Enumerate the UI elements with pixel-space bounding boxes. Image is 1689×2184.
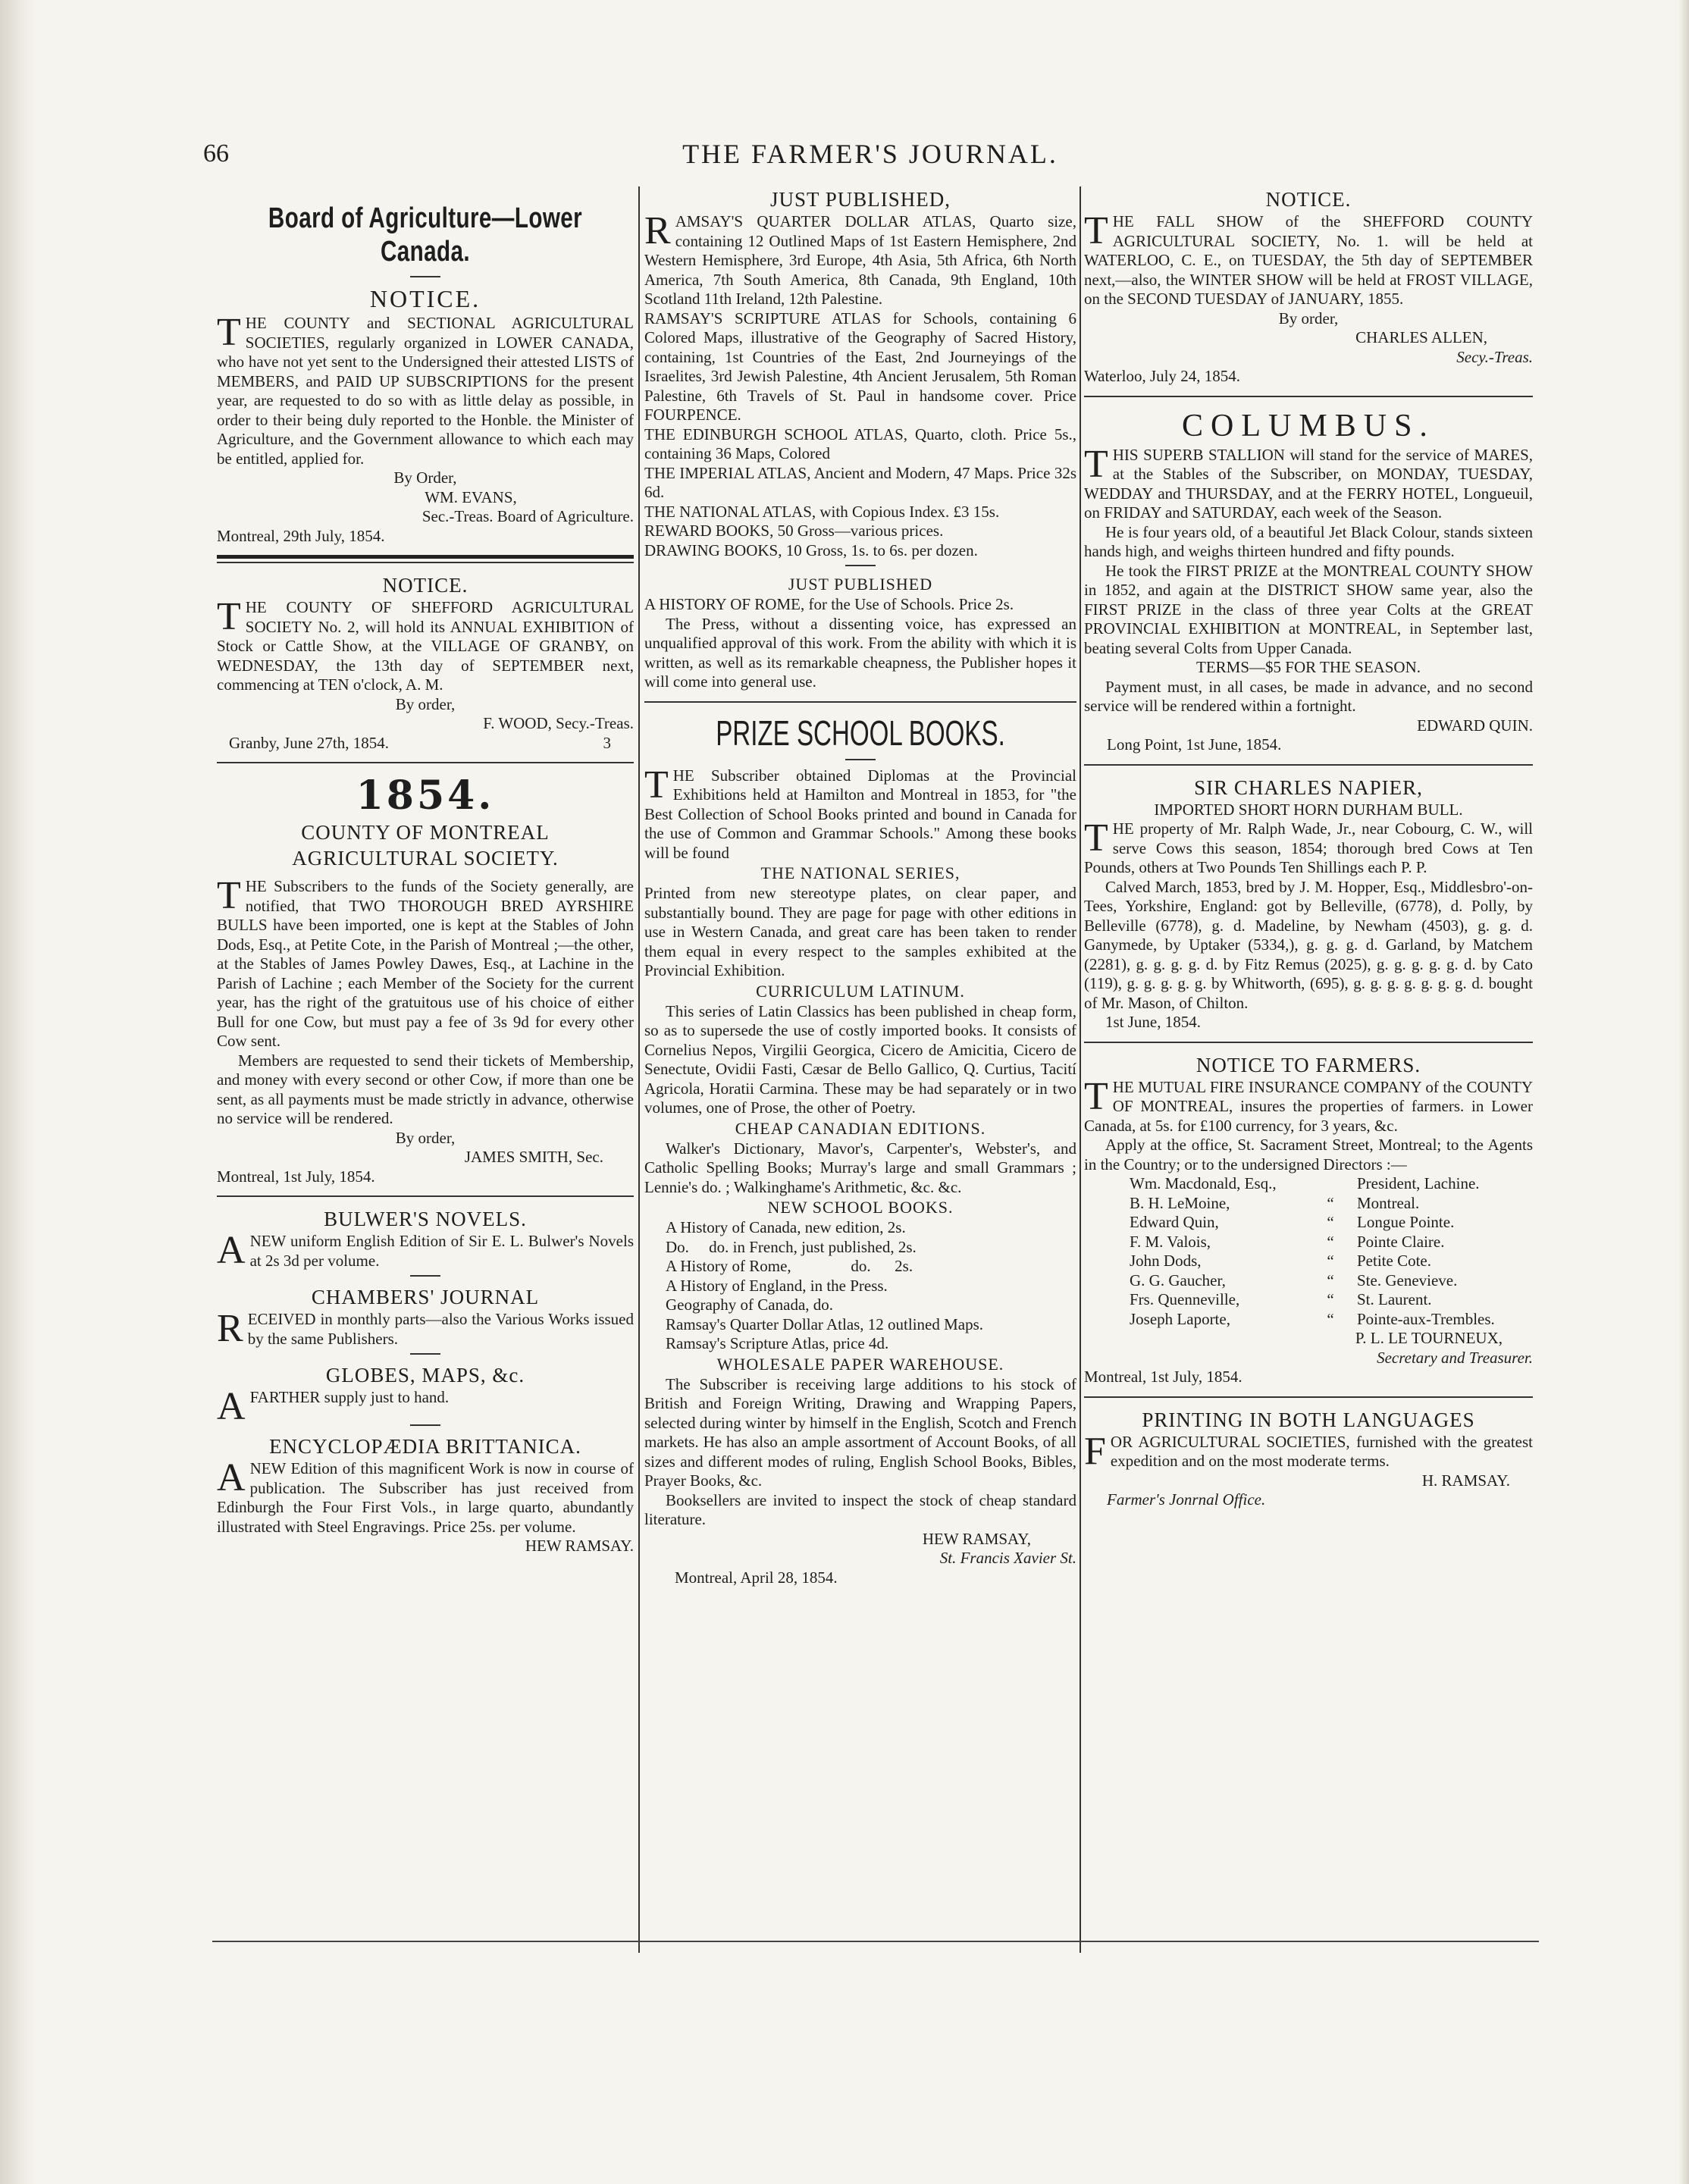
book-item: Ramsay's Scripture Atlas, price 4d. — [666, 1334, 889, 1352]
by-order: By order, — [395, 694, 456, 713]
insertion-count: 3 — [603, 733, 611, 752]
ad-body-2: He is four years old, of a beautiful Jet Black Colour, stands sixteen hands high, and weighs thirteen hundred and fifty pounds. — [1084, 522, 1533, 560]
divider — [845, 565, 876, 566]
ad-heading: PRIZE SCHOOL BOOKS. — [716, 713, 1005, 753]
notice-body: HE Subscribers to the funds of the Society generally, are notified, that TWO THOROUGH BRED AYRSHIRE BULLS have been imported, one is kept at the Stables of John Dods, Esq., at Petite Cote, in the Parish of Montreal ;—the other, at the Stables of James Powley Dawes, Esq., at Lachine in the Parish of Lachine ; each Member of the Society for the current year, has the right of the gratuitous use of his choice of either Bull for one Cow, but must pay a fee of 3s 9d for every other Cow sent. — [217, 877, 634, 1050]
notice-body: HE COUNTY and SECTIONAL AGRICULTURAL SOCIETIES, regularly organized in LOWER CANADA, who have not yet sent to the Undersigned their attested LISTS of MEMBERS, and PAID UP SUBSCRIPTIONS for the present year, are requested to do so with as little delay as possible, in order to their being duly reported to the Honble. the Minister of Agriculture, and the Government allowance to which each may be entitled, applied for. — [217, 314, 634, 468]
ad-body: The Press, without a dissenting voice, has expressed an unqualified approval of this work. From the ability with which it is written, as well as its remarkable cheapness, the Publisher hopes it will come into general use. — [644, 614, 1076, 691]
notice-body-2: Apply at the office, St. Sacrament Street, Montreal; to the Agents in the Country; or to the undersigned Directors :— — [1084, 1136, 1533, 1173]
ditto-mark: “ — [1327, 1252, 1334, 1270]
divider — [1084, 764, 1533, 766]
date: 1st June, 1854. — [1105, 1013, 1201, 1031]
page-number: 66 — [203, 139, 229, 168]
sub-heading: CHEAP CANADIAN EDITIONS. — [735, 1118, 986, 1138]
ad-body: Booksellers are invited to inspect the stock of cheap standard literature. — [644, 1490, 1076, 1528]
drop-cap: R — [217, 1307, 243, 1350]
book-item: A History of Rome, do. 2s. — [666, 1257, 913, 1275]
place-date: Montreal, 1st July, 1854. — [1084, 1368, 1242, 1386]
column-rule — [1080, 186, 1081, 1953]
notice-heading: NOTICE TO FARMERS. — [1195, 1053, 1421, 1076]
pedigree: Calved March, 1853, bred by J. M. Hopper, Esq., Middlesbro'-on-Tees, Yorkshire, England: got by Belleville, (6778), d. Polly, by Belleville (6778), g. d. Madeline, by Newham (4503), g. g. d. Ganymede, by Uptaker (5334,), g. g. g. d. Garland, by Matchem (2281), g. g. g. g. d. by Fitz Remus (2025), g. g. g. g. g. d. by Cato (119), g. g. g. g. g. by Whitworth, (695), g. g. g. g. g. g. g. d. bought of Mr. Mason, of Chilton. — [1084, 877, 1533, 1012]
columbus-ad — [1084, 406, 1533, 755]
drop-cap: A — [217, 1385, 246, 1428]
ad-body: The Subscriber is receiving large additions to his stock of British and Foreign Writing, Drawing and Wrapping Papers, selected during winter by himself in the English, Scotch and French markets. He has also an ample assortment of Account Books, of all sizes and different modes of ruling, English School Books, Bibles, Prayer Books, &c. — [644, 1374, 1076, 1490]
ad-body: NEW Edition of this magnificent Work is now in course of publication. The Subscriber has just received from Edinburgh the Four First Vols., in large quarto, abundantly illustrated with Steel Engravings. Price 25s. per volume. — [217, 1459, 634, 1536]
signer: WM. EVANS, — [425, 487, 517, 506]
divider — [410, 276, 440, 277]
director-row — [1084, 1252, 1533, 1271]
signer: EDWARD QUIN. — [1417, 716, 1533, 735]
director-name: Wm. Macdonald, Esq., — [1130, 1174, 1277, 1192]
book-item: A History of England, in the Press. — [666, 1276, 888, 1295]
director-row — [1084, 1310, 1533, 1330]
divider — [1084, 1042, 1533, 1043]
director-place: Petite Cote. — [1357, 1252, 1431, 1270]
director-place: St. Laurent. — [1357, 1290, 1432, 1308]
director-row — [1084, 1290, 1533, 1310]
divider — [410, 1353, 440, 1355]
payment-terms: Payment must, in all cases, be made in advance, and no second service will be rendered within a fortnight. — [1084, 677, 1533, 715]
director-name: F. M. Valois, — [1130, 1232, 1211, 1251]
notice-heading: COUNTY OF MONTREAL AGRICULTURAL SOCIETY. — [292, 821, 559, 870]
ad-item: REWARD BOOKS, 50 Gross—various prices. — [644, 522, 944, 540]
signer: P. L. LE TOURNEUX, — [1355, 1329, 1503, 1347]
sub-heading: THE NATIONAL SERIES, — [760, 863, 960, 882]
signer: F. WOOD, Secy.-Treas. — [483, 714, 634, 732]
signer: HEW RAMSAY. — [525, 1537, 634, 1555]
drop-cap: T — [1084, 442, 1108, 486]
ditto-mark — [1304, 1174, 1357, 1194]
ditto-mark: “ — [1327, 1213, 1334, 1231]
ad-body: OR AGRICULTURAL SOCIETIES, furnished with the greatest expedition and on the most moderate terms. — [1110, 1432, 1533, 1470]
year-heading: 1854. — [356, 772, 495, 819]
ditto-mark: “ — [1327, 1232, 1334, 1251]
just-published-atlases — [644, 186, 1076, 566]
ad-item: RAMSAY'S SCRIPTURE ATLAS for Schools, containing 6 Colored Maps, illustrative of the Geography of Sacred History, containing, 1st Countries of the East, 2nd Journeyings of the Israelites, 3rd Jewish Palestine, 4th Ancient Jerusalem, 5th Roman Palestine, 6th Travels of St. Paul in handsome cover. Price FOURPENCE. — [644, 309, 1076, 424]
ad-heading: GLOBES, MAPS, &c. — [325, 1364, 525, 1387]
notice-heading: NOTICE. — [1265, 188, 1352, 211]
ad-heading: CHAMBERS' JOURNAL — [311, 1286, 540, 1308]
director-row — [1084, 1233, 1533, 1252]
bottom-rule — [212, 1941, 1539, 1942]
book-item: A History of Canada, new edition, 2s. — [666, 1218, 906, 1236]
ad-heading: PRINTING IN BOTH LANGUAGES — [1142, 1408, 1475, 1431]
director-row — [1084, 1213, 1533, 1233]
divider — [1084, 1396, 1533, 1398]
prize-school-books-ad — [644, 712, 1076, 1588]
place-date: Montreal, April 28, 1854. — [675, 1568, 838, 1587]
shefford-2-notice — [217, 572, 634, 753]
ditto-mark: “ — [1327, 1309, 1334, 1328]
place-date: Waterloo, July 24, 1854. — [1084, 367, 1240, 385]
drop-cap: R — [644, 209, 671, 252]
encyclopaedia-ad — [217, 1434, 634, 1556]
ad-item: DRAWING BOOKS, 10 Gross, 1s. to 6s. per dozen. — [644, 541, 978, 559]
ad-heading: JUST PUBLISHED — [788, 575, 933, 594]
drop-cap: F — [1084, 1429, 1106, 1473]
director-row — [1084, 1271, 1533, 1291]
signer-title: Secy.-Treas. — [1456, 347, 1533, 366]
ad-item: THE NATIONAL ATLAS, with Copious Index. £3 15s. — [644, 502, 1000, 521]
ad-body: ECEIVED in monthly parts—also the Various Works issued by the same Publishers. — [247, 1310, 634, 1348]
director-place: Montreal. — [1357, 1193, 1420, 1212]
history-of-rome-ad — [644, 574, 1076, 692]
chambers-ad — [217, 1284, 634, 1355]
signer-title: Sec.-Treas. Board of Agriculture. — [421, 507, 634, 525]
book-item: Do. do. in French, just published, 2s. — [666, 1237, 917, 1256]
director-place: Pointe-aux-Trembles. — [1357, 1309, 1495, 1328]
drop-cap: A — [217, 1456, 246, 1499]
journal-title: THE FARMER'S JOURNAL. — [682, 139, 1058, 169]
divider — [1084, 396, 1533, 397]
globes-ad — [217, 1362, 634, 1426]
divider — [410, 1275, 440, 1277]
sub-heading: WHOLESALE PAPER WAREHOUSE. — [716, 1354, 1004, 1374]
notice-body: HE FALL SHOW of the SHEFFORD COUNTY AGRICULTURAL SOCIETY, No. 1. will be held at WATERLOO, C. E., on TUESDAY, the 5th day of SEPTEMBER next,—also, the WINTER SHOW will be held at FROST VILLAGE, on the SECOND TUESDAY of JANUARY, 1855. — [1084, 212, 1533, 308]
sub-heading: NEW SCHOOL BOOKS. — [767, 1198, 954, 1217]
director-name: Joseph Laporte, — [1130, 1309, 1230, 1328]
book-item: Ramsay's Quarter Dollar Atlas, 12 outlined Maps. — [666, 1314, 984, 1333]
divider — [217, 555, 634, 559]
ditto-mark: “ — [1327, 1193, 1334, 1212]
napier-ad — [1084, 775, 1533, 1032]
drop-cap: T — [1084, 816, 1108, 860]
shefford-1-notice — [1084, 186, 1533, 387]
board-of-agriculture-notice — [217, 202, 634, 546]
signer: CHARLES ALLEN, — [1355, 328, 1487, 346]
director-row — [1084, 1174, 1533, 1194]
divider — [845, 759, 876, 760]
ad-body: Printed from new stereotype plates, on clear paper, and substantially bound. They are page for page with other editions in use in Western Canada, and great care has been taken to render them equal in every respect to the samples exhibited at the Provincial Exhibition. — [644, 884, 1076, 979]
column-rule — [638, 186, 640, 1953]
director-place: Longue Pointe. — [1357, 1213, 1455, 1231]
drop-cap: T — [217, 874, 241, 917]
signer: H. RAMSAY. — [1421, 1471, 1510, 1490]
ad-item: AMSAY'S QUARTER DOLLAR ATLAS, Quarto size, containing 12 Outlined Maps of 1st Eastern Hemisphere, 2nd Western Hemisphere, 3rd Europe, 4th Asia, 5th Africa, 6th North America, 7th South America, 8th Canada, 9th England, 10th Scotland 11th Ireland, 12th Palestine. — [644, 212, 1076, 308]
ditto-mark: “ — [1327, 1271, 1334, 1289]
ad-body: HE property of Mr. Ralph Wade, Jr., near Cobourg, C. W., will serve Cows this season, 1854; thorough bred Cows at Ten Pounds, others at Two Pounds Ten Shillings each P. P. — [1084, 819, 1533, 876]
notice-to-farmers — [1084, 1052, 1533, 1387]
director-place: President, Lachine. — [1357, 1174, 1480, 1192]
drop-cap: T — [644, 763, 669, 807]
drop-cap: T — [1084, 209, 1108, 252]
ad-heading: COLUMBUS. — [1182, 408, 1435, 443]
place-date-row — [217, 734, 634, 754]
director-place: Ste. Genevieve. — [1357, 1271, 1458, 1289]
director-name: Frs. Quenneville, — [1130, 1290, 1240, 1308]
office: Farmer's Jonrnal Office. — [1107, 1490, 1266, 1509]
printing-ad — [1084, 1407, 1533, 1510]
sub-heading: CURRICULUM LATINUM. — [756, 981, 965, 1001]
place-date: Montreal, 29th July, 1854. — [217, 526, 385, 545]
divider — [217, 562, 634, 563]
notice-heading: NOTICE. — [369, 285, 481, 312]
director-name: John Dods, — [1130, 1252, 1202, 1270]
drop-cap: A — [217, 1229, 246, 1272]
drop-cap: T — [1084, 1074, 1108, 1118]
book-item: Geography of Canada, do. — [666, 1296, 834, 1314]
ad-heading: JUST PUBLISHED, — [769, 188, 951, 211]
scan-edge — [0, 0, 36, 2184]
column-3 — [1084, 186, 1533, 1518]
divider — [217, 762, 634, 763]
notice-body: HE MUTUAL FIRE INSURANCE COMPANY of the COUNTY OF MONTREAL, insures the properties of farmers. in Lower Canada, at 5s. for £100 currency, for 3 years, &c. — [1084, 1077, 1533, 1135]
ad-body: FARTHER supply just to hand. — [249, 1388, 450, 1406]
ad-item: THE EDINBURGH SCHOOL ATLAS, Quarto, cloth. Price 5s., containing 36 Maps, Colored — [644, 425, 1076, 462]
ad-body: HIS SUPERB STALLION will stand for the service of MARES, at the Stables of the Subscriber, on MONDAY, TUESDAY, WEDDAY and THURSDAY, and at the FERRY HOTEL, Longueuil, on FRIDAY and SATURDAY, each week of the Season. — [1084, 445, 1533, 522]
signer-title: Secretary and Treasurer. — [1377, 1348, 1533, 1367]
directors-list — [1084, 1174, 1533, 1329]
director-place: Pointe Claire. — [1357, 1232, 1445, 1251]
montreal-society-notice — [217, 772, 634, 1186]
drop-cap: T — [217, 595, 241, 638]
director-name: Edward Quin, — [1130, 1213, 1219, 1231]
terms: TERMS—$5 FOR THE SEASON. — [1196, 658, 1421, 676]
ad-item: THE IMPERIAL ATLAS, Ancient and Modern, 47 Maps. Price 32s 6d. — [644, 463, 1076, 501]
notice-heading: NOTICE. — [382, 574, 468, 597]
director-row — [1084, 1194, 1533, 1214]
by-order: By Order, — [393, 468, 457, 487]
notice-body: HE COUNTY OF SHEFFORD AGRICULTURAL SOCIETY No. 2, will hold its ANNUAL EXHIBITION of Stock or Cattle Show, at the VILLAGE OF GRANBY, on WEDNESDAY, the 13th day of SEPTEMBER next, commencing at TEN o'clock, A. M. — [217, 598, 634, 694]
bulwer-ad — [217, 1206, 634, 1277]
ad-body: This series of Latin Classics has been published in cheap form, so as to supersede the use of costly imported books. It consists of Cornelius Nepos, Virgilii Georgica, Cicero de Amicitia, Cicero de Senectute, Ovidii Fasti, Cæsar de Bello Gallico, Q. Curtius, Tacití Agricola, Horatii Carmina. These may be had separately or in two volumes, one of Prose, the other of Poetry. — [644, 1001, 1076, 1117]
place-date: Granby, June 27th, 1854. — [229, 733, 389, 752]
divider — [644, 701, 1076, 703]
place-date: Montreal, 1st July, 1854. — [217, 1167, 375, 1186]
ad-heading: SIR CHARLES NAPIER, — [1194, 776, 1423, 799]
ad-subheading: IMPORTED SHORT HORN DURHAM BULL. — [1154, 800, 1463, 819]
ad-item: A HISTORY OF ROME, for the Use of Schools. Price 2s. — [644, 595, 1014, 613]
ad-body: HE Subscriber obtained Diplomas at the Provincial Exhibitions held at Hamilton and Montreal in 1853, for "the Best Collection of School Books printed and bound in Canada for the use of Common and Grammar Schools." Among these books will be found — [644, 766, 1076, 862]
scan-edge-right — [1678, 0, 1689, 2184]
ad-body-3: He took the FIRST PRIZE at the MONTREAL COUNTY SHOW in 1852, and again at the DISTRICT SHOW same year, also the FIRST PRIZE in the class of three year Colts at the GREAT PROVINCIAL EXHIBITION at MONTREAL, in September last, beating several Colts from Upper Canada. — [1084, 561, 1533, 657]
signer: JAMES SMITH, Sec. — [464, 1148, 603, 1166]
drop-cap: T — [217, 311, 241, 354]
director-name: B. H. LeMoine, — [1130, 1193, 1230, 1212]
director-name: G. G. Gaucher, — [1130, 1271, 1226, 1289]
divider — [410, 1424, 440, 1426]
ad-body: Walker's Dictionary, Mavor's, Carpenter's, Webster's, and Catholic Spelling Books; Murray's large and small Grammars ; Lennie's do. ; Walkinghame's Arithmetic, &c. &c. — [644, 1139, 1076, 1196]
notice-title: Board of Agriculture—Lower Canada. — [268, 202, 583, 268]
ad-body: NEW uniform English Edition of Sir E. L. Bulwer's Novels at 2s 3d per volume. — [249, 1232, 634, 1270]
page-header — [203, 135, 1537, 177]
place-date: Long Point, 1st June, 1854. — [1107, 735, 1282, 754]
column-2 — [644, 186, 1076, 1595]
signer: HEW RAMSAY, — [922, 1529, 1031, 1548]
by-order: By order, — [395, 1128, 456, 1147]
ad-heading: BULWER'S NOVELS. — [324, 1208, 527, 1230]
ad-heading: ENCYCLOPÆDIA BRITTANICA. — [269, 1435, 581, 1458]
signer-address: St. Francis Xavier St. — [939, 1549, 1076, 1567]
column-1 — [217, 186, 634, 1564]
divider — [217, 1195, 634, 1197]
notice-body-2: Members are requested to send their tickets of Membership, and money with every second or other Cow, if more than one be sent, as all payments must be made strictly in advance, otherwise no service will be rendered. — [217, 1051, 634, 1127]
by-order: By order, — [1278, 309, 1339, 327]
ditto-mark: “ — [1327, 1290, 1334, 1308]
